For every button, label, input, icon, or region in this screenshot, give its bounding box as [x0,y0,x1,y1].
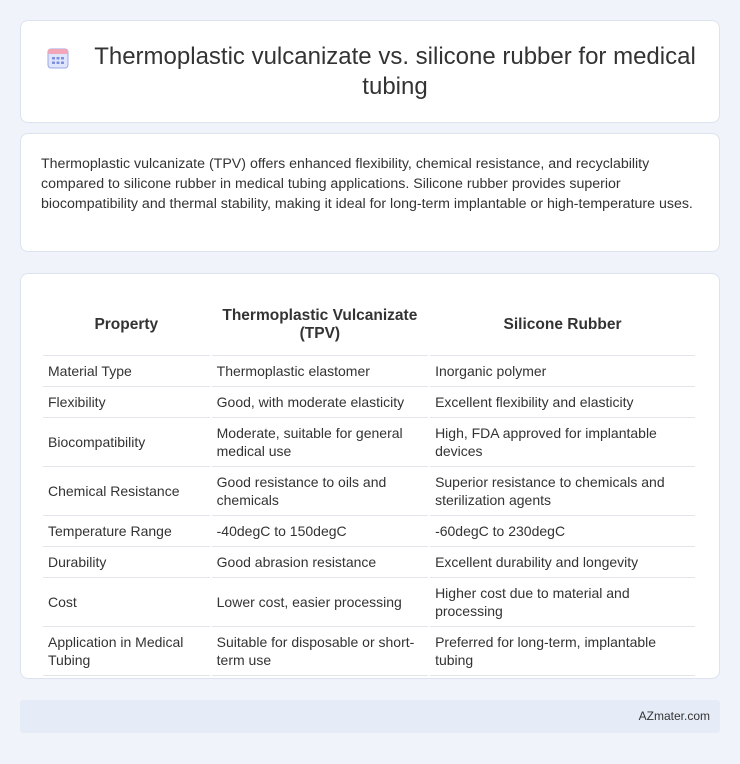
table-cell: Higher cost due to material and processing [430,578,695,627]
table-row [43,467,695,516]
table-cell: Superior resistance to chemicals and sterilization agents [430,467,695,516]
table-row [43,418,695,467]
table-row [43,627,695,676]
table-cell: Cost [43,578,210,627]
table-row [43,547,695,578]
table-cell: Inorganic polymer [430,356,695,387]
summary-text: Thermoplastic vulcanizate (TPV) offers enhanced flexibility, chemical resistance, and recyclability compared to silicone rubber in medical tubing applications. Silicone rubber provides superior biocompatibility and thermal stability, making it ideal for long-term implantable or high-temperature uses. [41,156,693,212]
column-header-property: Property [43,294,210,356]
table-header-row [43,294,695,356]
table-cell: Suitable for disposable or short-term use [212,627,428,676]
comparison-table-card [20,273,720,679]
table-cell: Preferred for long-term, implantable tubing [430,627,695,676]
table-cell: Lower cost, easier processing [212,578,428,627]
table-cell: Excellent durability and longevity [430,547,695,578]
table-cell: Chemical Resistance [43,467,210,516]
summary-card [20,133,720,252]
table-cell: Good abrasion resistance [212,547,428,578]
table-cell: Durability [43,547,210,578]
footer-bar [20,700,720,733]
table-cell: Thermoplastic elastomer [212,356,428,387]
table-cell: Good, with moderate elasticity [212,387,428,418]
table-cell: Moderate, suitable for general medical use [212,418,428,467]
table-cell: Temperature Range [43,516,210,547]
page-title: Thermoplastic vulcanizate vs. silicone rubber for medical tubing [94,42,696,100]
table-row [43,578,695,627]
table-cell: Biocompatibility [43,418,210,467]
table-cell: -60degC to 230degC [430,516,695,547]
comparison-table [41,294,697,676]
table-row [43,387,695,418]
table-cell: Good resistance to oils and chemicals [212,467,428,516]
footer-brand: AZmater.com [638,709,710,723]
table-cell: Application in Medical Tubing [43,627,210,676]
table-row [43,516,695,547]
table-cell: Material Type [43,356,210,387]
table-cell: -40degC to 150degC [212,516,428,547]
table-cell: Flexibility [43,387,210,418]
title-card [20,20,720,123]
column-header-silicone: Silicone Rubber [430,294,695,356]
table-cell: Excellent flexibility and elasticity [430,387,695,418]
column-header-tpv: Thermoplastic Vulcanizate (TPV) [212,294,428,356]
table-row [43,356,695,387]
table-cell: High, FDA approved for implantable devices [430,418,695,467]
